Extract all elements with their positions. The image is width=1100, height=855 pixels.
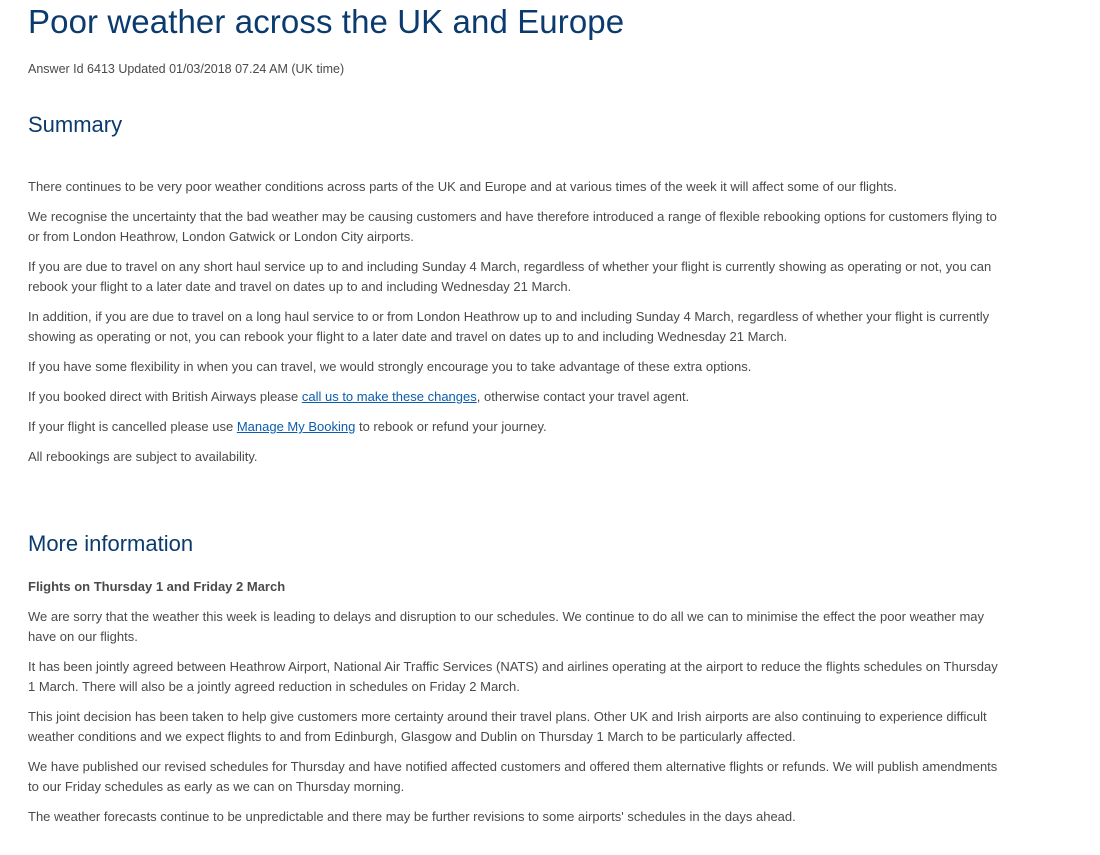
more-paragraph: It has been jointly agreed between Heathrow Airport, National Air Traffic Services (NATS) and airlines operating at the airport to reduce the flights schedules on Thursday 1 March. There will also be a jointly agreed reduction in schedules on Friday 2 March. — [28, 659, 998, 694]
summary-paragraph: In addition, if you are due to travel on a long haul service to or from London Heathrow up to and including Sunday 4 March, regardless of whether your flight is currently showing as operating or not, you can rebook your flight to a later date and travel on dates up to and including Wednesday 21 March. — [28, 309, 990, 344]
more-paragraph: We are sorry that the weather this week is leading to delays and disruption to our schedules. We continue to do all we can to minimise the effect the poor weather may have on our flights. — [28, 609, 985, 644]
cancelled-text-after: to rebook or refund your journey. — [355, 419, 547, 434]
flights-subheading: Flights on Thursday 1 and Friday 2 March — [28, 579, 286, 594]
contact-text-after: , otherwise contact your travel agent. — [476, 389, 690, 404]
more-information-heading: More information — [28, 531, 194, 556]
more-information-section — [28, 577, 1008, 837]
summary-paragraph: We recognise the uncertainty that the bad weather may be causing customers and have therefore introduced a range of flexible rebooking options for customers flying to or from London Heathrow, London Gatwick or London City airports. — [28, 209, 997, 244]
answer-meta: Answer Id 6413 Updated 01/03/2018 07.24 AM (UK time) — [28, 62, 345, 76]
summary-paragraph: If you have some flexibility in when you can travel, we would strongly encourage you to take advantage of these extra options. — [28, 359, 752, 374]
contact-text-before: If you booked direct with British Airways please — [28, 389, 302, 404]
summary-paragraph-cancelled — [28, 417, 1008, 437]
page-title: Poor weather across the UK and Europe — [28, 3, 625, 40]
call-us-link[interactable]: call us to make these changes — [301, 389, 477, 404]
cancelled-text-before: If your flight is cancelled please use — [28, 419, 237, 434]
summary-section — [28, 177, 1008, 477]
manage-my-booking-link[interactable]: Manage My Booking — [236, 419, 356, 434]
summary-heading: Summary — [28, 112, 123, 137]
summary-paragraph: All rebookings are subject to availability. — [28, 449, 258, 464]
summary-paragraph-contact — [28, 387, 1008, 407]
more-paragraph: The weather forecasts continue to be unpredictable and there may be further revisions to some airports' schedules in the days ahead. — [28, 809, 796, 824]
more-paragraph: This joint decision has been taken to help give customers more certainty around their travel plans. Other UK and Irish airports are also continuing to experience difficult weather conditions and we expect flights to and from Edinburgh, Glasgow and Dublin on Thursday 1 March to be particularly affected. — [28, 709, 987, 744]
summary-paragraph: There continues to be very poor weather conditions across parts of the UK and Europe and at various times of the week it will affect some of our flights. — [28, 179, 898, 194]
summary-paragraph: If you are due to travel on any short haul service up to and including Sunday 4 March, regardless of whether your flight is currently showing as operating or not, you can rebook your flight to a later date and travel on dates up to and including Wednesday 21 March. — [28, 259, 992, 294]
more-paragraph: We have published our revised schedules for Thursday and have notified affected customers and offered them alternative flights or refunds. We will publish amendments to our Friday schedules as early as we can on Thursday morning. — [28, 759, 998, 794]
